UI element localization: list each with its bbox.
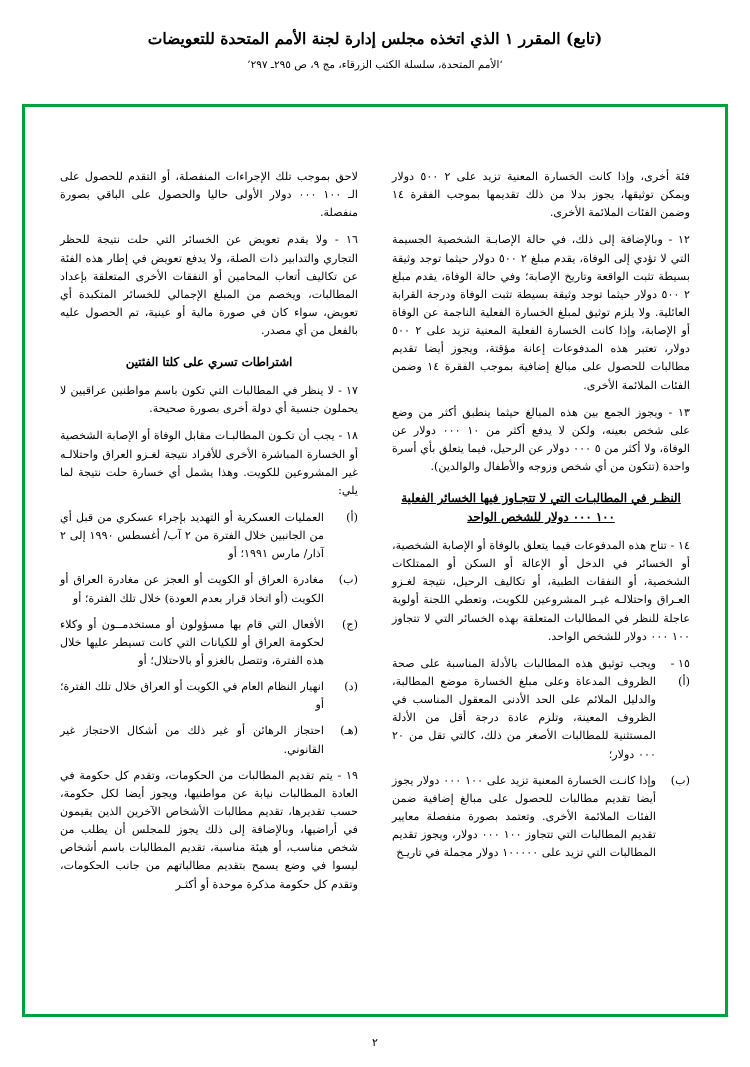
page-number: ٢ xyxy=(372,1036,378,1049)
list-item-text: احتجاز الرهائن أو غير ذلك من أشكال الاحتجاز غير القانوني. xyxy=(60,724,324,756)
list-item-marker: (أ) xyxy=(346,510,358,524)
list-item-marker: (ج) xyxy=(342,617,358,631)
list-item-marker: (د) xyxy=(344,680,358,694)
list-item-text: انهيار النظام العام في الكويت أو العراق خلال تلك الفترة؛ أو xyxy=(60,680,324,712)
list-item xyxy=(392,655,690,764)
list-item xyxy=(60,571,358,607)
section-heading: النظـر في المطالبـات التي لا تتجـاوز فيها الخسائر الفعلية ١٠٠ ٠٠٠ دولار للشخص الواحد xyxy=(401,491,681,525)
list-item xyxy=(60,678,358,714)
paragraph: ١٣ - ويجوز الجمع بين هذه المبالغ حيثما ينطبق أكثر من وضع على شخص بعينه، ولكن لا يدفع أكثر من ١٠ ٠٠٠ دولار عن الوفاة، ولا أكثر من ٥ ٠٠٠ دولار عن الرحيل، فيما يتعلق بأي أسرة واحدة (تتكون من أي شخص وزوجه والأطفال والوالدين). xyxy=(392,405,690,474)
list-item-marker: (ب) xyxy=(338,573,358,587)
paragraph: ١٢ - وبالإضافة إلى ذلك، في حالة الإصابـة الشخصية الجسيمة التي لا تؤدي إلى الوفاة، يقدم مبلغ ٢ ٥٠٠ دولار حيثما توجد وثيقة بسيطة تثبت الواقعة وتاريخ الإصابة؛ وفي حالة الوفاة، يقدم مبلغ ٢ ٥٠٠ دولار حيثما توجد وثيقة بسيطة تثبت الوفاة ودرجة القرابة العائلية. ولا يلزم توثيق لمبلغ الخسارة الفعلية الناجمة عن الوفاة أو الإصابة، وإذا كانت الخسارة الفعلية المعنية تزيد على ٢ ٥٠٠ دولار، تعتبر هذه المدفوعات إعانة مؤقتة، ويجوز أيضا تقديم مطالبات للحصول على مبالغ إضافية بموجب الفقرة ١٤ وضمن الفئات الملائمة الأخرى. xyxy=(392,233,690,392)
page-subtitle: ‘الأمم المتحدة، سلسلة الكتب الزرقاء، مج ٩، ص ٢٩٥ـ ٢٩٧’ xyxy=(247,58,503,71)
column-right xyxy=(392,168,690,903)
list-item-text: الأفعال التي قام بها مسؤولون أو مستخدمــون أو وكلاء لحكومة العراق أو للكيانات التي كانت تسيطر عليها خلال هذه الفترة، وتتصل بالغزو أو بالاحتلال؛ أو xyxy=(60,617,324,667)
page-title: (تابع) المقرر ١ الذي اتخذه مجلس إدارة لجنة الأمم المتحدة للتعويضات xyxy=(147,29,603,48)
paragraph: ١٦ - ولا يقدم تعويض عن الخسائر التي حلت نتيجة للحظر التجاري والتدابير ذات الصلة، ولا يدفع تعويض في إطار هذه الفئة عن تكاليف أتعاب المحامين أو النفقات الأخرى المتعلقة بإعداد المطالبات، ويخصم من المبلغ الإجمالي للخسائر المتكبدة أي تعويض، سواء كان في صورة مالية أو عينية، تم الحصول عليه بالفعل من أي مصدر. xyxy=(60,233,358,338)
document-header xyxy=(0,0,750,71)
list-item xyxy=(392,772,690,863)
list-item xyxy=(60,722,358,758)
list-item-text: ويجب توثيق هذه المطالبات بالأدلة المناسبة على صحة الظروف المدعاة وعلى مبلغ الخسارة موضع المطالبة، والدليل الملائم على الحد الأدنى المعقول المناسب في الظروف المعينة، وتلزم عادة درجة أقل من الأدلة المستثنية للمطالبات الأصغر من ذلك، كالتي تقل من ٢٠ ٠٠٠ دولار؛ xyxy=(392,656,656,761)
list-item xyxy=(60,509,358,563)
paragraph: ١٩ - يتم تقديم المطالبات من الحكومات، وتقدم كل حكومة في العادة المطالبات نيابة عن مواطنيها، ويجوز أيضا لكل حكومة، حسب تقديرها، تقديم مطالبات الأشخاص الآخرين الذين يقيمون في أراضيها، وبالإضافة إلى ذلك يجوز للمجلس أن يطلب من شخص مناسب، أو هيئة مناسبة، تقديم المطالبات باسم أشخاص ليسوا في وضع يسمح بتقديم مطالباتهم من جانب الحكومات، وتقدم كل حكومة مذكرة موحدة أو أكثـر xyxy=(60,768,358,891)
section-heading: اشتراطات تسري على كلتا الفئتين xyxy=(125,355,293,370)
list-item xyxy=(60,616,358,670)
list-item-marker: (هـ) xyxy=(340,724,358,738)
column-left xyxy=(60,168,358,903)
paragraph: ١٤ - تتاح هذه المدفوعات فيما يتعلق بالوفاة أو الإصابة الشخصية، أو الخسائر في الدخل أو الإعالة أو السكن أو الممتلكات الشخصية، أو النفقات الطبية، أو تكاليف الرحيل، نتيجة لغـزو العـراق واحتلالـه غيـر المشروعين للكويت، وتعطي اللجنة أولوية عاجلة للنظر في المطالبات المتعلقة بهذه الخسائر التي لا تتجاوز ١٠٠ ٠٠٠ دولار للشخص الواحد. xyxy=(392,539,690,643)
paragraph: ١٧ - لا ينظر في المطالبات التي تكون باسم مواطنين عراقيين لا يحملون جنسية أي دولة أخرى بصورة صحيحة. xyxy=(60,384,358,416)
two-column-body xyxy=(60,168,690,903)
list-item-text: العمليات العسكرية أو التهديد بإجراء عسكري من قبل أي من الجانبين خلال الفترة من ٢ آب/ أغسطس ١٩٩٠ إلى ٢ آذار/ مارس ١٩٩١؛ أو xyxy=(60,510,324,561)
paragraph: فئة أخرى، وإذا كانت الخسارة المعنية تزيد على ٢ ٥٠٠ دولار ويمكن توثيقها، يجوز بدلا من ذلك تقديمها بموجب الفقرة ١٤ وضمن الفئات الملائمة الأخرى. xyxy=(392,170,690,220)
list-item-text: مغادرة العراق أو الكويت أو العجز عن مغادرة العراق أو الكويت (أو اتخاذ قرار بعدم العودة) خلال تلك الفترة؛ أو xyxy=(60,573,324,605)
paragraph: ١٨ - يجب أن تكـون المطالبـات مقابل الوفاة أو الإصابة الشخصية أو الخسارة المباشرة الأخرى للأفراد نتيجة لغـزو العراق واحتلالـه غير المشروعين للكويت. وهذا يشمل أي خسارة حلت نتيجة لما يلي: xyxy=(60,429,358,497)
list-item-marker: (ب) xyxy=(670,773,690,787)
paragraph: لاحق بموجب تلك الإجراءات المنفصلة، أو التقدم للحصول على الـ ١٠٠ ٠٠٠ دولار الأولى حاليا والحصول على الباقي بصورة منفصلة. xyxy=(60,170,358,220)
list-item-text: وإذا كانـت الخسارة المعنية تزيد على ١٠٠ ٠٠٠ دولار يجوز أيضا تقديم مطالبات للحصول على مبالغ إضافية ضمن الفئات الملائمة الأخرى. وتعتمد بصورة منفصلة معايير تقديم المطالبات التي تتجاوز ١٠٠ ٠٠٠ دولار، ويجوز تقديم المطالبات التي تزيد على ١٠٠٠٠٠ دولار مجملة في تاريـخ xyxy=(392,773,656,860)
list-item-marker: ١٥ - (أ) xyxy=(670,656,690,688)
